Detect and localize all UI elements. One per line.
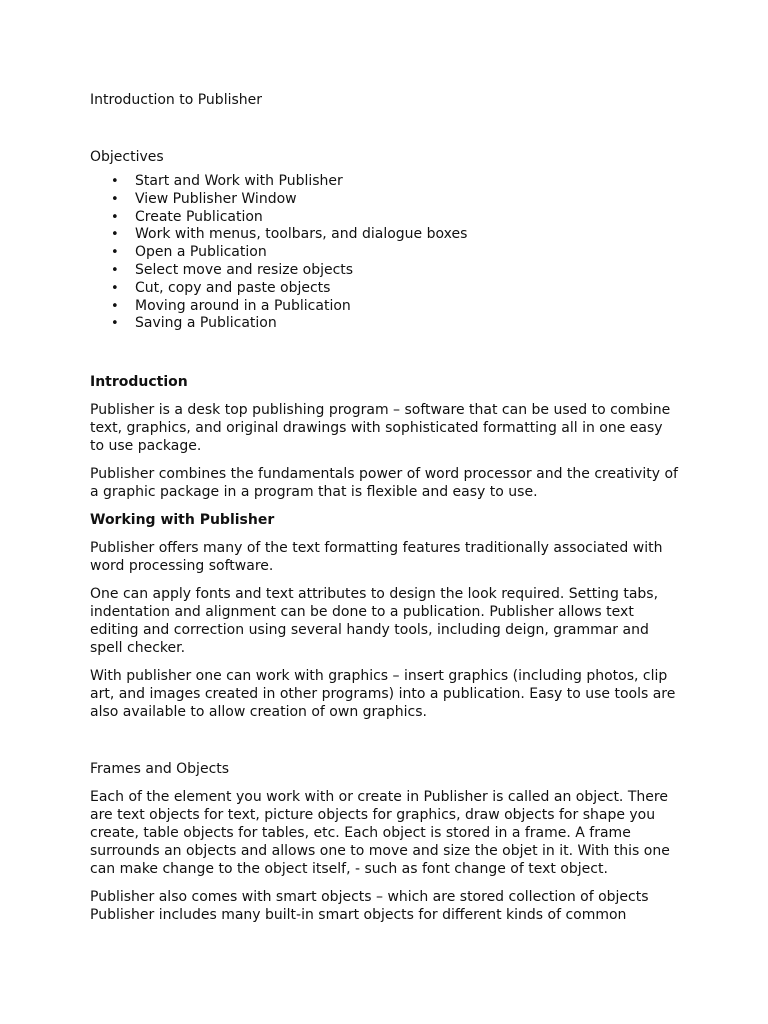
frames-heading: Frames and Objects (90, 761, 230, 778)
bullet-icon: • (111, 280, 119, 296)
bullet-icon: • (111, 316, 119, 332)
objective-text: Saving a Publication (135, 315, 277, 332)
working-paragraph: Publisher offers many of the text formatting features traditionally associated with word processing software. (90, 540, 663, 575)
introduction-heading: Introduction (90, 374, 188, 391)
objectives-list (90, 173, 680, 333)
list-item (90, 280, 680, 298)
objective-text: Open a Publication (135, 244, 267, 261)
objective-text: View Publisher Window (135, 190, 297, 207)
list-item (90, 262, 680, 280)
objective-text: Cut, copy and paste objects (135, 279, 331, 296)
list-item (90, 191, 680, 209)
bullet-icon: • (111, 245, 119, 261)
list-item (90, 173, 680, 191)
intro-paragraph: Publisher combines the fundamentals power of word processor and the creativity of a graphic package in a program that is flexible and easy to use. (90, 466, 678, 501)
bullet-icon: • (111, 174, 119, 189)
intro-paragraph: Publisher is a desk top publishing program – software that can be used to combine text, graphics, and original drawings with sophisticated formatting all in one easy to use package. (90, 402, 671, 455)
document-body (90, 91, 680, 924)
bullet-icon: • (111, 191, 119, 207)
frames-paragraph: Publisher also comes with smart objects – which are stored collection of objects Publisher includes many built-in smart objects for different kinds of common (90, 889, 649, 924)
working-paragraph: One can apply fonts and text attributes to design the look required. Setting tabs, indentation and alignment can be done to a publication. Publisher allows text editing and correction using several handy tools, including deign, grammar and spell checker. (90, 586, 659, 657)
objective-text: Start and Work with Publisher (135, 173, 343, 189)
list-item (90, 226, 680, 244)
document-title: Introduction to Publisher (90, 92, 263, 108)
objective-text: Select move and resize objects (135, 261, 354, 278)
objective-text: Moving around in a Publication (135, 297, 351, 314)
working-paragraph: With publisher one can work with graphics – insert graphics (including photos, clip art, and images created in other programs) into a publication. Easy to use tools are also available to allow creation of own graphics. (90, 668, 676, 721)
bullet-icon: • (111, 298, 119, 314)
list-item (90, 244, 680, 262)
bullet-icon: • (111, 227, 119, 243)
bullet-icon: • (111, 262, 119, 278)
list-item (90, 209, 680, 227)
frames-paragraph: Each of the element you work with or create in Publisher is called an object. There are text objects for text, picture objects for graphics, draw objects for shape you create, table objects for tables, etc. Each object is stored in a frame. A frame surrounds an objects and allows one to move and size the objet in it. With this one can make change to the object itself, - such as font change of text object. (90, 789, 670, 878)
objective-text: Create Publication (135, 208, 263, 225)
objective-text: Work with menus, toolbars, and dialogue boxes (135, 226, 468, 243)
list-item (90, 298, 680, 316)
working-heading: Working with Publisher (90, 512, 275, 529)
bullet-icon: • (111, 209, 119, 225)
objectives-heading: Objectives (90, 149, 164, 165)
list-item (90, 315, 680, 333)
